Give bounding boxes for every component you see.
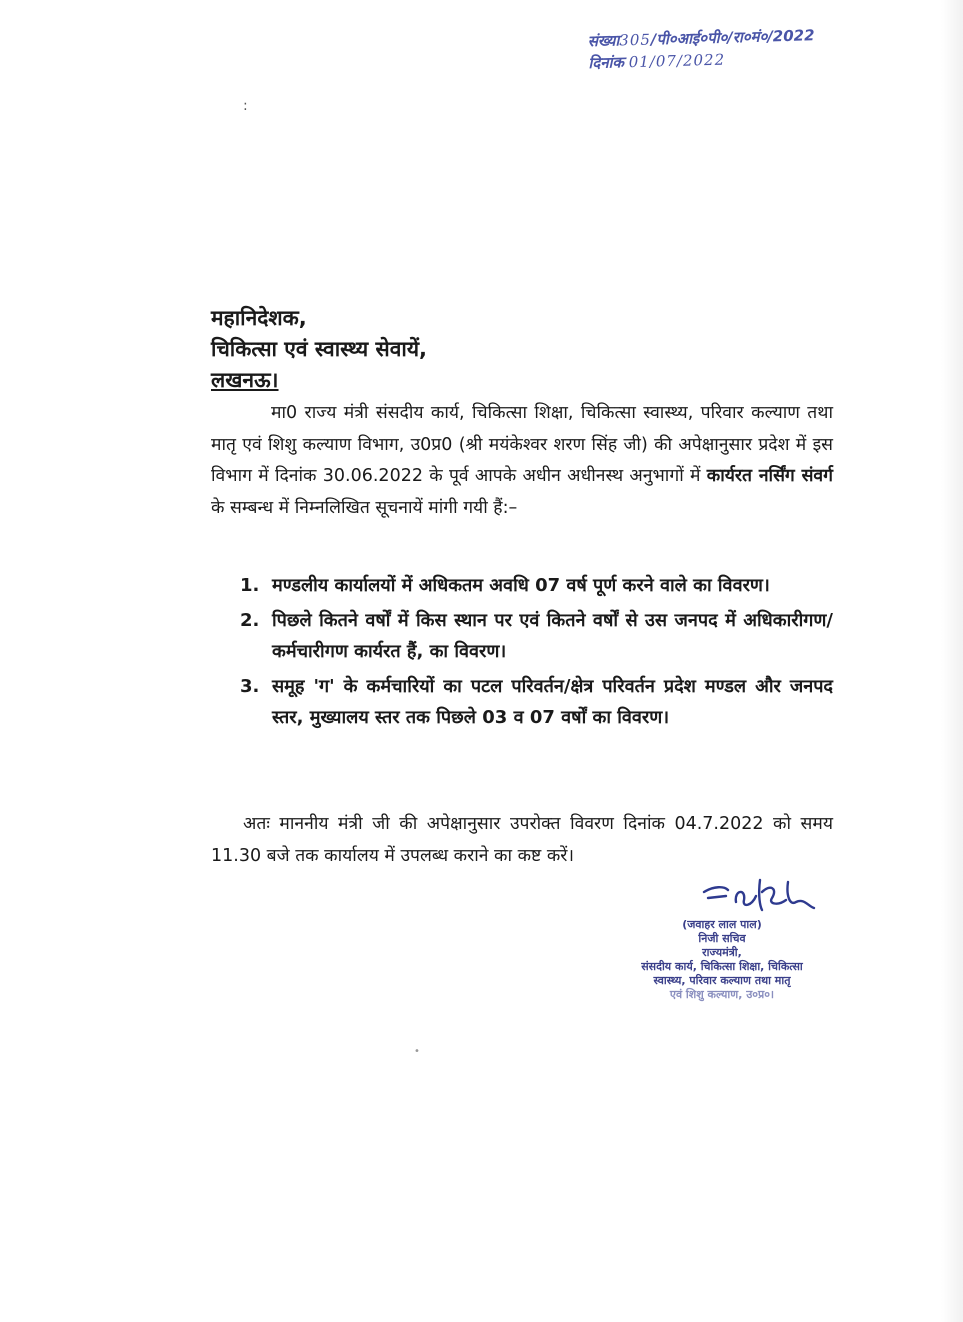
list-item-number: 2. <box>240 609 260 631</box>
stamp-date-value: 01/07/2022 <box>628 50 726 72</box>
address-line-3: लखनऊ। <box>211 368 279 392</box>
address-line-1: महानिदेशक, <box>211 306 307 330</box>
signatory-designation: निजी सचिव <box>698 932 746 945</box>
list-item-text: मण्डलीय कार्यालयों में अधिकतम अवधि 07 वर्ष पूर्ण करने वाले का विवरण। <box>272 575 770 596</box>
intro-bold-text: कार्यरत नर्सिंग संवर्ग <box>706 466 833 486</box>
signatory-post: राज्यमंत्री, <box>702 946 742 959</box>
signatory-dept-1: संसदीय कार्य, चिकित्सा शिक्षा, चिकित्सा <box>641 960 803 973</box>
intro-paragraph <box>211 398 833 524</box>
intro-text: मा0 राज्य मंत्री संसदीय कार्य, चिकित्सा शिक्षा, चिकित्सा स्वास्थ्य, परिवार कल्याण तथा मातृ एवं शिशु कल्याण विभाग, उ0प्र0 (श्री मयंकेश्वर शरण सिंह जी) की अपेक्षानुसार प्रदेश में इस विभाग में दिनांक 30.06.2022 के पूर्व आपके अधीन अधीनस्थ अनुभागों में <box>211 403 833 486</box>
address-line-2: चिकित्सा एवं स्वास्थ्य सेवायें, <box>211 337 427 361</box>
list-item <box>240 570 833 602</box>
signatory-dept-2: स्वास्थ्य, परिवार कल्याण तथा मातृ <box>653 974 791 987</box>
signatory-dept-3: एवं शिशु कल्याण, उ०प्र०। <box>669 988 775 1001</box>
recipient-address <box>211 303 427 396</box>
list-item <box>240 671 833 734</box>
list-item <box>240 605 833 668</box>
stamp-number-label: संख्या <box>587 31 620 51</box>
stamp-number-ref: /पी०आई०पी०/रा०मं०/2022 <box>650 26 815 49</box>
information-request-list <box>240 570 833 737</box>
stamp-number-value: 305 <box>619 30 652 50</box>
speck-mark-2: • <box>414 1046 420 1057</box>
signatory-name: (जवाहर लाल पाल) <box>682 918 762 931</box>
list-item-number: 3. <box>240 675 260 697</box>
list-item-text: पिछले कितने वर्षों में किस स्थान पर एवं कितने वर्षों से उस जनपद में अधिकारीगण/कर्मचारीगण कार्यरत हैं, का विवरण। <box>272 609 833 662</box>
stamp-date-label: दिनांक <box>588 53 625 73</box>
handwritten-signature <box>700 872 818 920</box>
speck-mark: : <box>243 98 248 114</box>
signatory-block <box>612 918 832 1002</box>
list-item-number: 1. <box>240 575 260 596</box>
intro-text-end: के सम्बन्ध में निम्नलिखित सूचनायें मांगी गयी हैं:– <box>211 497 518 518</box>
page-edge-shadow <box>941 0 963 1322</box>
list-item-text: समूह 'ग' के कर्मचारियों का पटल परिवर्तन/क्षेत्र परिवर्तन प्रदेश मण्डल और जनपद स्तर, मुख्यालय स्तर तक पिछले 03 व 07 वर्षों का विवरण। <box>272 675 833 728</box>
dispatch-stamp <box>587 22 908 74</box>
closing-paragraph: अतः माननीय मंत्री जी की अपेक्षानुसार उपरोक्त विवरण दिनांक 04.7.2022 को समय 11.30 बजे तक कार्यालय में उपलब्ध कराने का कष्ट करें। <box>211 814 833 866</box>
